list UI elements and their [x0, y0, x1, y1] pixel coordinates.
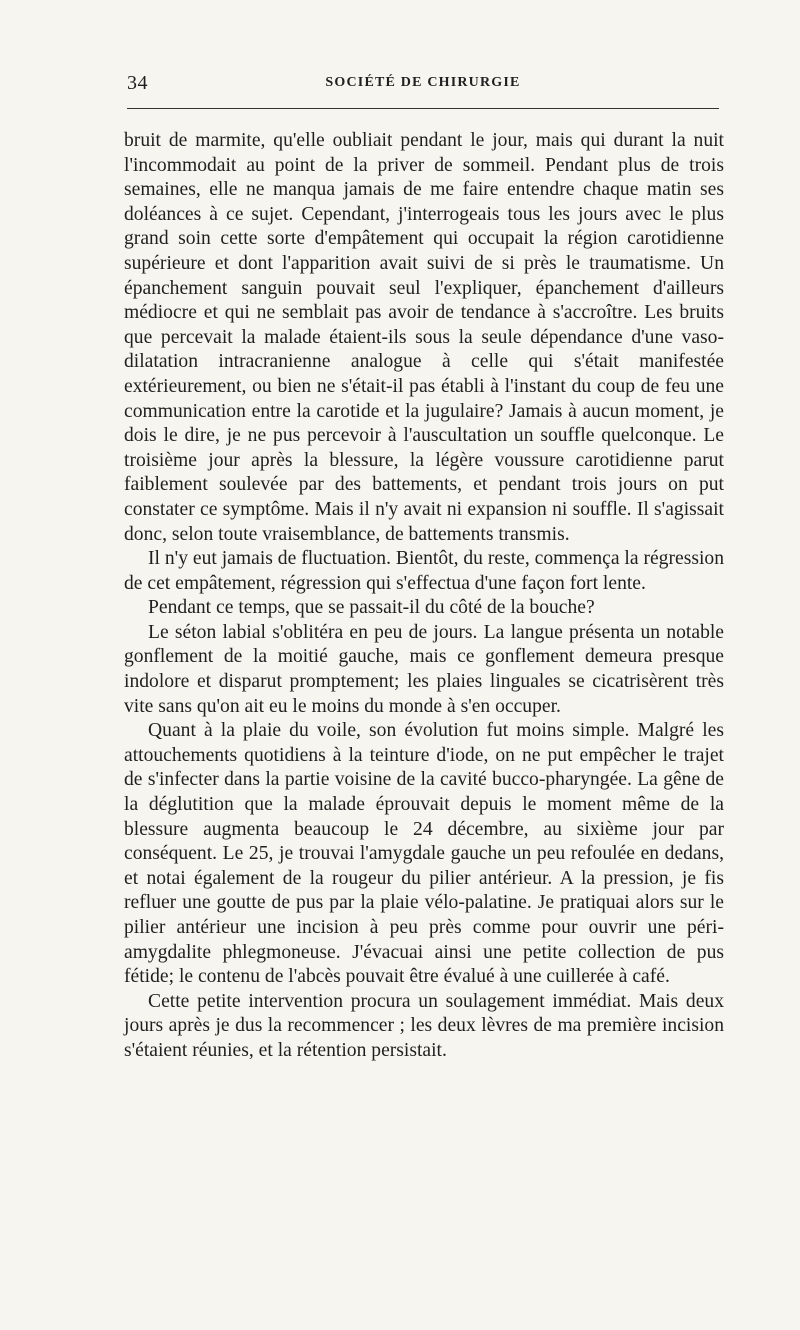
paragraph-fluctuation: Il n'y eut jamais de fluctuation. Bientôt, du reste, commença la régression de cet empâtement, régression qui s'effectua d'une façon fort lente.	[124, 548, 724, 594]
paragraph-question: Pendant ce temps, que se passait-il du côté de la bouche?	[148, 597, 595, 619]
paragraph-continuation: bruit de marmite, qu'elle oubliait pendant le jour, mais qui durant la nuit l'incommodait au point de la priver de sommeil. Pendant plus de trois semaines, elle ne manqua jamais de me faire entendre chaque matin ses doléances à ce sujet. Cependant, j'interrogeais tous les jours avec le plus grand soin cette sorte d'empâtement qui occupait la région carotidienne supérieure et dont l'apparition avait suivi de si près le traumatisme. Un épanchement sanguin pouvait seul l'expliquer, épanchement d'ailleurs médiocre et qui ne semblait pas avoir de tendance à s'accroître. Les bruits que percevait la malade étaient-ils sous la seule dépendance d'une vaso-dilatation intracranienne analogue à celle qui s'était manifestée extérieurement, ou bien ne s'était-il pas établi à l'instant du coup de feu une communication entre la carotide et la jugulaire? Jamais à aucun moment, je dois le dire, je ne pus percevoir à l'auscultation un souffle quelconque. Le troisième jour après la blessure, la légère voussure carotidienne parut faiblement soulevée par des battements, et pendant trois jours on put constater ce symptôme. Mais il n'y avait ni expansion ni souffle. Il s'agissait donc, selon toute vraisemblance, de battements transmis.	[124, 130, 724, 545]
running-head	[127, 72, 719, 94]
paragraph-seton: Le séton labial s'oblitéra en peu de jours. La langue présenta un notable gonflement de la moitié gauche, mais ce gonflement demeura presque indolore et disparut promptement; les plaies linguales se cicatrisèrent très vite sans qu'on ait eu le moins du monde à s'en occuper.	[124, 621, 724, 717]
running-title: SOCIÉTÉ DE CHIRURGIE	[325, 75, 521, 90]
paragraph-intervention: Cette petite intervention procura un soulagement immédiat. Mais deux jours après je dus la recommencer ; les deux lèvres de ma première incision s'étaient réunies, et la rétention persistait.	[124, 990, 724, 1061]
page-number: 34	[127, 72, 148, 94]
paragraph-voile: Quant à la plaie du voile, son évolution fut moins simple. Malgré les attouchements quotidiens à la teinture d'iode, on ne put empêcher le trajet de s'infecter dans la partie voisine de la cavité bucco-pharyngée. La gêne de la déglutition que la malade éprouvait depuis le moment même de la blessure augmenta beaucoup le 24 décembre, au sixième jour par conséquent. Le 25, je trouvai l'amygdale gauche un peu refoulée en dedans, et notai également de la rougeur du pilier antérieur. A la pression, je fis refluer une goutte de pus par la plaie vélo-palatine. Je pratiquai alors sur le pilier antérieur une incision à peu près comme pour ouvrir une péri-amygdalite phlegmoneuse. J'évacuai ainsi une petite collection de pus fétide; le contenu de l'abcès pouvait être évalué à une cuillerée à café.	[124, 720, 724, 988]
header-rule	[127, 108, 719, 109]
body-text	[124, 129, 724, 1064]
